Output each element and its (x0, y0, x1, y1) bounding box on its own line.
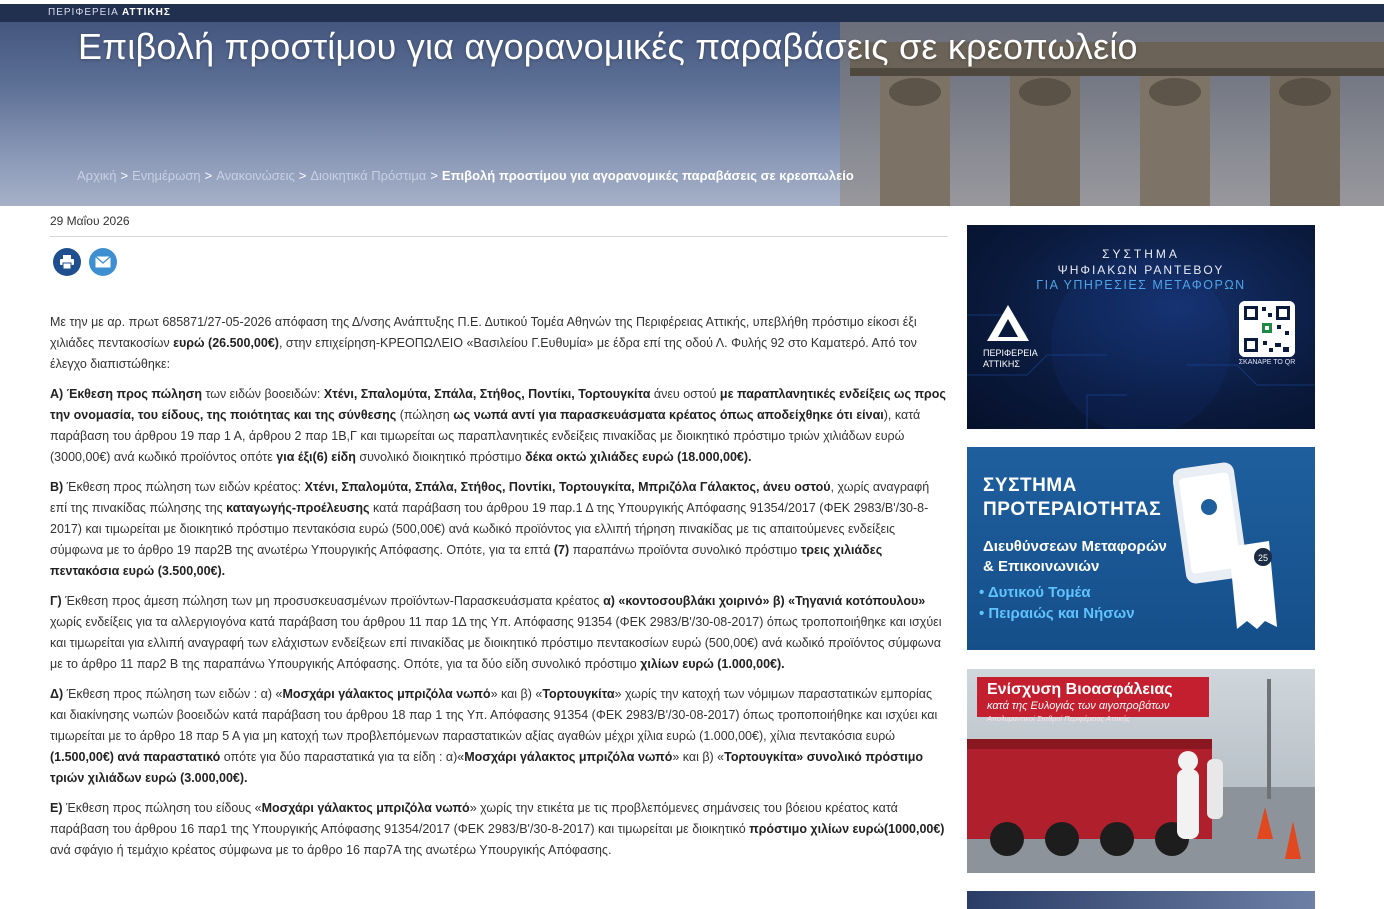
region-label[interactable] (48, 7, 171, 18)
bold-segment: Α) (50, 387, 64, 401)
phone-ticket-icon (1173, 461, 1293, 641)
breadcrumb-home[interactable]: Αρχική (77, 168, 117, 183)
bold-segment: Γ) (50, 594, 62, 608)
text-segment: ανά σφάγιο ή τεμάχιο κρέατος σύμφωνα με το άρθρο 16 παρ7Α της ανωτέρω Υπουργικής Απόφασης. (50, 843, 612, 857)
breadcrumb-current: Επιβολή προστίμου για αγορανομικές παραβάσεις σε κρεοπωλείο (441, 168, 854, 183)
region-prefix: ΠΕΡΙΦΕΡΕΙΑ (48, 7, 119, 18)
text-segment: Έκθεση προς πώληση των ειδών κρέατος: (63, 480, 305, 494)
print-button[interactable] (53, 248, 81, 276)
text-segment: » χωρίς την κατοχή των νόμιμων παραστατικών εμπορίας και διακίνησης νωπών βοοειδών κατά παράβαση του άρθρου 18 παρ 1 της Υπ. Απόφασης 91354 (ΦΕΚ 2983/Β'/30-08-2017) όπως τροποποιήθηκε και ισχύει και τιμωρείται με το άρθρο 18 παρ 5 Α για μη κατοχή των προβλεπόμενων παραστατικών αξίας αγαθών μέχρι χίλια ευρώ (1.000,00€), χίλια πεντακόσια ευρώ (50, 687, 938, 743)
digital-appointments-banner[interactable] (967, 225, 1315, 429)
bold-segment: Χτένι, Σπαλομύτα, Σπάλα, Στήθος, Ποντίκι, Τορτουγκίτα, Μπριζόλα Γάλακτος, άνευ οστού (304, 480, 831, 494)
bold-segment: Τορτουγκίτα (542, 687, 615, 701)
bold-segment: Μοσχάρι γάλακτος μπριζόλα νωπό (261, 801, 470, 815)
bold-segment: Ε) (50, 801, 63, 815)
breadcrumb-administrative-fines[interactable]: Διοικητικά Πρόστιμα (310, 168, 427, 183)
text-segment: (πώληση (396, 408, 454, 422)
banner-subtitle-small: Απολυμαντικοί Σταθμοί Περιφέρειας Αττικής (987, 714, 1130, 723)
breadcrumb-separator: > (298, 168, 307, 183)
bold-segment: Μοσχάρι γάλακτος μπριζόλα νωπό (282, 687, 491, 701)
breadcrumb-separator: > (120, 168, 129, 183)
bold-segment: (1.500,00€) ανά παραστατικό (50, 750, 221, 764)
page-hero (0, 4, 1384, 206)
envelope-icon (95, 256, 111, 268)
banner-title-line3: ΓΙΑ ΥΠΗΡΕΣΙΕΣ ΜΕΤΑΦΟΡΩΝ (1036, 278, 1246, 292)
banner-title-line1: ΣΥΣΤΗΜΑ (983, 475, 1077, 496)
bold-segment: καταγωγής-προέλευσης (226, 501, 370, 515)
text-segment: των ειδών βοοειδών: (201, 387, 324, 401)
bold-segment: ως νωπά αντί για παρασκευάσματα κρέατος όπως αποδείχθηκε ότι είναι (453, 408, 884, 422)
text-segment: άνευ οστού (650, 387, 720, 401)
text-segment: , χωρίς αναγραφή επί της πινακίδας πώλησης της (50, 480, 930, 515)
banner-subtitle-line2: & Επικοινωνιών (983, 558, 1100, 575)
bold-segment: πρόστιμο χιλίων ευρώ(1000,00€) (749, 822, 945, 836)
paragraph-intro (50, 312, 948, 375)
bold-segment: α) «κοντοσουβλάκι χοιρινό» β) «Τηγανιά κοτόπουλου» (603, 594, 926, 608)
paragraph-b (50, 477, 948, 582)
bold-segment: Τορτουγκίτα» συνολικό πρόστιμο τριών χιλιάδων ευρώ (3.000,00€). (50, 750, 924, 785)
text-segment: Με την με αρ. πρωτ 685871/27-05-2026 απόφαση της Δ/νσης Ανάπτυξης Π.Ε. Δυτικού Τομέα Αθηνών της Περιφέρειας Αττικής, υπεβλήθη πρόστιμο είκοσι έξι χιλιάδες πεντακοσίων (50, 315, 917, 350)
article-body (50, 312, 948, 870)
bold-segment: (7) (553, 543, 570, 557)
breadcrumb-separator: > (430, 168, 438, 183)
bold-segment: Έκθεση προς πώληση (66, 387, 202, 401)
text-segment: Έκθεση προς πώληση των ειδών : α) « (63, 687, 283, 701)
email-button[interactable] (89, 248, 117, 276)
text-segment: κατά παράβαση του άρθρου 19 παρ.1 Δ της Υπουργικής Απόφασης 91354/2017 (ΦΕΚ 2983/Β'/30-8-2017) και τιμωρείται με διοικητικό πρόστιμο πεντακόσια ευρώ (500,00€) ανά κωδικό προϊόντος για ελλιπή τήρηση πινακίδας με τις απαιτούμενες ενδείξεις σύμφωνα με το άρθρο 19 παρ2Β της ανωτέρω Υπουργικής Απόφασης. Οπότε, για τα επτά (50, 501, 929, 557)
qr-caption: ΣΚΑΝΑΡΕ ΤΟ QR (1238, 359, 1296, 366)
paragraph-e (50, 798, 948, 861)
text-segment: Έκθεση προς πώληση του είδους « (62, 801, 262, 815)
bold-segment: Χτένι, Σπαλομύτα, Σπάλα, Στήθος, Ποντίκι, Τορτουγκίτα (323, 387, 651, 401)
text-segment: » χωρίς την ετικέτα με τις προβλεπόμενες σημάνσεις του βόειου κρέατος κατά παράβαση του άρθρου 16 παρ1 της Υπουργικής Απόφασης 91354/2017 (ΦΕΚ 2983/Β'/30-8-2017) και τιμωρείται με διοικητικό (50, 801, 898, 836)
ticket-number: 25 (1257, 553, 1269, 563)
text-segment: συνολικό διοικητικό πρόστιμο (355, 450, 526, 464)
breadcrumb (77, 168, 854, 183)
paragraph-d (50, 684, 948, 789)
banner-subtitle: κατά της Ευλογιάς των αιγοπροβάτων (987, 700, 1170, 712)
priority-system-banner[interactable] (967, 447, 1315, 650)
date-divider (50, 236, 948, 237)
text-segment: ), κατά παράβαση του άρθρου 19 παρ 1 Α, άρθρου 2 παρ 1Β,Γ και τιμωρείται ως παραπλανητικές ενδείξεις πινακίδας με διοικητικό πρόστιμο τριών χιλιάδων ευρώ (3000,00€) ανά κωδικό προϊόντος οπότε (50, 408, 921, 464)
text-segment: χωρίς ενδείξεις για τα αλλεργιογόνα κατά παράβαση του άρθρου 11 παρ 1Δ της Υπ. Απόφασης 91354 (ΦΕΚ 2983/Β'/30-08-2017) όπως τροποποιήθηκε και ισχύει και τιμωρείται για ελλιπή αναγραφή των ελάχιστων ενδείξεων επί πινακίδας με διοικητικό πρόστιμο πεντακοσίων ευρώ (500,00€) ανά κωδικό προϊόντος σύμφωνα με το άρθρο 11 παρ2 Β της παραπάνω Υπουργικής Απόφασης. Οπότε, για τα δύο είδη συνολικό πρόστιμο (50, 615, 942, 671)
banner-title-line2: ΠΡΟΤΕΡΑΙΟΤΗΤΑΣ (983, 499, 1162, 520)
article (50, 214, 948, 857)
text-segment: » και β) « (490, 687, 543, 701)
text-segment: οπότε για δύο παραστατικά για τα είδη : α)« (220, 750, 465, 764)
paragraph-g (50, 591, 948, 675)
breadcrumb-announcements[interactable]: Ανακοινώσεις (216, 168, 295, 183)
banner-title: Ενίσχυση Βιοασφάλειας (987, 681, 1173, 698)
breadcrumb-separator: > (204, 168, 213, 183)
text-segment: , στην επιχείρηση-ΚΡΕΟΠΩΛΕΙΟ «Βασιλείου Γ.Ευθυμία» με έδρα επί της οδού Λ. Φυλής 92 στο Καματερό. Από τον έλεγχο διαπιστώθηκε: (50, 336, 917, 371)
attica-logo-icon (985, 303, 1031, 343)
bold-segment: για έξι(6) είδη (276, 450, 356, 464)
bold-segment: δέκα οκτώ χιλιάδες ευρώ (18.000,00€). (525, 450, 752, 464)
qr-code-icon (1239, 301, 1295, 357)
text-segment: παραπάνω προϊόντα συνολικό πρόστιμο (569, 543, 801, 557)
text-segment: Έκθεση προς άμεση πώληση των μη προσυσκευασμένων προϊόντων-Παρασκευάσματα κρέατος (61, 594, 604, 608)
banner-subtitle-line1: Διευθύνσεων Μεταφορών (983, 538, 1167, 555)
bold-segment: Δ) (50, 687, 64, 701)
printer-icon (59, 254, 75, 270)
banner-bullet-west: • Δυτικού Τομέα (979, 584, 1091, 601)
publish-date: 29 Μαΐου 2026 (50, 214, 130, 228)
banner-bullet-piraeus: • Πειραιώς και Νήσων (979, 605, 1135, 622)
org-line: ΠΕΡΙΦΕΡΕΙΑ (983, 348, 1038, 358)
biosecurity-banner[interactable] (967, 669, 1315, 873)
bold-segment: Β) (50, 480, 64, 494)
org-line: ΑΤΤΙΚΗΣ (983, 359, 1020, 369)
page-title: Επιβολή προστίμου για αγορανομικές παραβάσεις σε κρεοπωλείο (78, 26, 1138, 67)
breadcrumb-news[interactable]: Ενημέρωση (132, 168, 201, 183)
bold-segment: Μοσχάρι γάλακτος μπριζόλα νωπό (464, 750, 673, 764)
banner-title-line1: ΣΥΣΤΗΜΑ (1102, 247, 1180, 261)
paragraph-a (50, 384, 948, 468)
region-name: ΑΤΤΙΚΗΣ (122, 7, 171, 18)
banner-org-name (983, 348, 1073, 370)
bold-segment: τρεις χιλιάδες πεντακόσια ευρώ (3.500,00€). (50, 543, 883, 578)
banner-title-line2: ΨΗΦΙΑΚΩΝ ΡΑΝΤΕΒΟΥ (1057, 263, 1225, 277)
next-banner-partial[interactable] (967, 891, 1315, 909)
bold-segment: με παραπλανητικές ενδείξεις ως προς την ονομασία, του είδους, της ποιότητας και της σύνθεσης (50, 387, 946, 422)
bold-segment: χιλίων ευρώ (1.000,00€). (640, 657, 785, 671)
text-segment: » και β) « (672, 750, 725, 764)
top-bar (0, 4, 1384, 22)
bold-segment: ευρώ (26.500,00€) (173, 336, 279, 350)
